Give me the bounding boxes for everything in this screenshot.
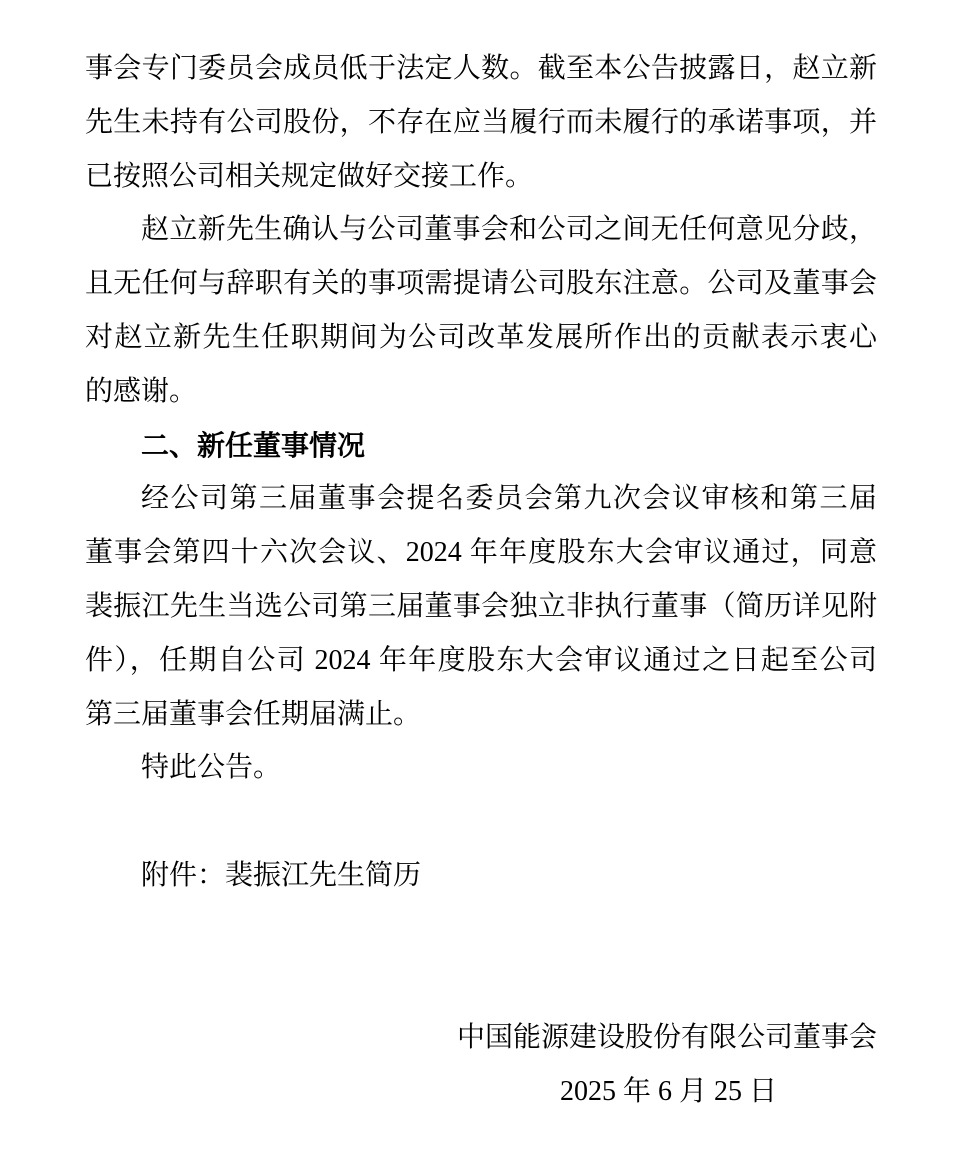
body-line: 对赵立新先生任职期间为公司改革发展所作出的贡献表示衷心 bbox=[85, 321, 877, 353]
body-line: 赵立新先生确认与公司董事会和公司之间无任何意见分歧， bbox=[141, 214, 877, 246]
signature-line: 中国能源建设股份有限公司董事会 bbox=[456, 1021, 877, 1053]
body-line: 事会专门委员会成员低于法定人数。截至本公告披露日，赵立新 bbox=[85, 53, 877, 84]
body-line: 的感谢。 bbox=[85, 375, 198, 407]
body-line: 董事会第四十六次会议、2024 年年度股东大会审议通过，同意 bbox=[85, 537, 877, 569]
attachment-line: 附件：裴振江先生简历 bbox=[141, 860, 422, 892]
section-heading: 二、新任董事情况 bbox=[141, 429, 366, 461]
date-line: 2025 年 6 月 25 日 bbox=[559, 1075, 777, 1107]
body-line: 件），任期自公司 2024 年年度股东大会审议通过之日起至公司 bbox=[85, 644, 877, 676]
body-line: 第三届董事会任期届满止。 bbox=[85, 698, 422, 730]
body-line: 裴振江先生当选公司第三届董事会独立非执行董事（简历详见附 bbox=[85, 590, 877, 622]
body-line: 已按照公司相关规定做好交接工作。 bbox=[85, 160, 534, 192]
body-line: 经公司第三届董事会提名委员会第九次会议审核和第三届 bbox=[141, 483, 877, 515]
body-line: 先生未持有公司股份，不存在应当履行而未履行的承诺事项，并 bbox=[85, 106, 877, 138]
body-line: 且无任何与辞职有关的事项需提请公司股东注意。公司及董事会 bbox=[85, 268, 877, 300]
closing-line: 特此公告。 bbox=[141, 752, 282, 784]
